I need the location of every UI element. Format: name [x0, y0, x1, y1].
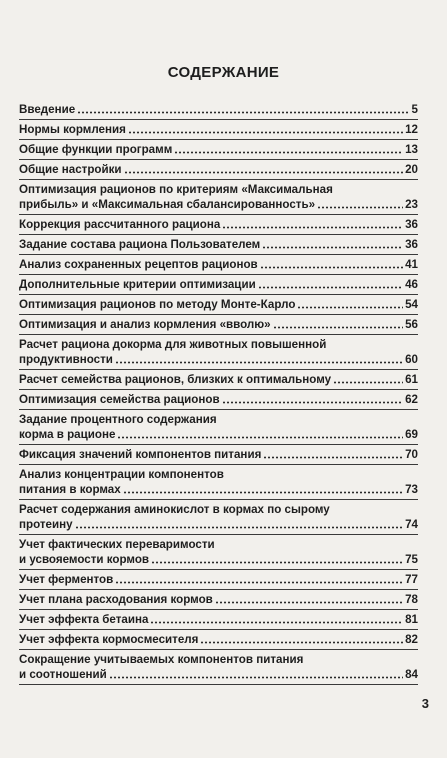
- dot-leader: [263, 456, 403, 459]
- toc-entry-line: [19, 257, 418, 272]
- toc-entry[interactable]: [19, 162, 418, 177]
- toc-entry-page: 82: [405, 633, 418, 646]
- toc-entry-page: 84: [405, 668, 418, 681]
- toc-entry-title: Учет эффекта бетаина: [19, 613, 149, 626]
- toc-entry-line: [19, 372, 418, 387]
- dot-leader: [222, 401, 404, 404]
- dot-leader: [151, 561, 403, 564]
- toc-entry[interactable]: [19, 592, 418, 607]
- toc-entry-line: [19, 482, 418, 497]
- toc-entry-line: [19, 632, 418, 647]
- toc-entry-title: Анализ сохраненных рецептов рационов: [19, 258, 258, 271]
- toc-entry-line: [19, 237, 418, 252]
- toc-entry-page: 36: [405, 238, 418, 251]
- toc-entry-line: [19, 337, 418, 352]
- dot-leader: [115, 361, 403, 364]
- toc-entry[interactable]: [19, 257, 418, 272]
- toc-entry[interactable]: [19, 412, 418, 442]
- toc-entry-page: 20: [405, 163, 418, 176]
- toc-entry-line: [19, 142, 418, 157]
- dot-leader: [123, 491, 403, 494]
- entry-divider: [19, 334, 418, 335]
- dot-leader: [150, 621, 403, 624]
- toc-entry-line: [19, 427, 418, 442]
- toc-entry-line: [19, 297, 418, 312]
- toc-entry-page: 73: [405, 483, 418, 496]
- dot-leader: [200, 641, 403, 644]
- toc-entry-page: 60: [405, 353, 418, 366]
- toc-entry-page: 54: [405, 298, 418, 311]
- toc-entry-title: Учет эффекта кормосмесителя: [19, 633, 199, 646]
- toc-entry-line: [19, 217, 418, 232]
- toc-entry[interactable]: [19, 467, 418, 497]
- toc-entry-line: [19, 572, 418, 587]
- toc-entry-line: [19, 277, 418, 292]
- dot-leader: [333, 381, 403, 384]
- toc-entry[interactable]: [19, 502, 418, 532]
- toc-entry[interactable]: [19, 122, 418, 137]
- toc-title: СОДЕРЖАНИЕ: [167, 64, 280, 81]
- toc-entry-page: 62: [405, 393, 418, 406]
- toc-entry-page: 12: [405, 123, 418, 136]
- toc-entry-title: Оптимизация и анализ кормления «вволю»: [19, 318, 271, 331]
- toc-entry-page: 46: [405, 278, 418, 291]
- entry-divider: [19, 569, 418, 570]
- toc-entry-line: [19, 502, 418, 517]
- entry-divider: [19, 444, 418, 445]
- entry-divider: [19, 119, 418, 120]
- toc-entry-page: 23: [405, 198, 418, 211]
- toc-entry-page: 70: [405, 448, 418, 461]
- toc-entry-title: Оптимизация семейства рационов: [19, 393, 220, 406]
- toc-entry-title: Расчет рациона докорма для животных повышенной: [19, 338, 327, 351]
- toc-entry-line: [19, 467, 418, 482]
- dot-leader: [77, 111, 409, 114]
- toc-entry-page: 56: [405, 318, 418, 331]
- dot-leader: [109, 676, 403, 679]
- toc-entry-page: 77: [405, 573, 418, 586]
- toc-entry-line: [19, 392, 418, 407]
- toc-entry[interactable]: [19, 277, 418, 292]
- toc-entry[interactable]: [19, 392, 418, 407]
- dot-leader: [215, 601, 403, 604]
- toc-entry-title: Фиксация значений компонентов питания: [19, 448, 262, 461]
- toc-entry-title: Общие функции программ: [19, 143, 173, 156]
- toc-entry[interactable]: [19, 337, 418, 367]
- table-of-contents: [19, 102, 418, 687]
- toc-entry-line: [19, 197, 418, 212]
- toc-entry-title: Расчет семейства рационов, близких к оптимальному: [19, 373, 332, 386]
- entry-divider: [19, 464, 418, 465]
- toc-entry-line: [19, 352, 418, 367]
- toc-entry[interactable]: [19, 612, 418, 627]
- toc-entry-page: 69: [405, 428, 418, 441]
- toc-entry-page: 75: [405, 553, 418, 566]
- toc-entry-line: [19, 412, 418, 427]
- toc-entry-title: Нормы кормления: [19, 123, 126, 136]
- entry-divider: [19, 649, 418, 650]
- entry-divider: [19, 609, 418, 610]
- toc-entry-title: Расчет содержания аминокислот в кормах по сырому: [19, 503, 330, 516]
- toc-entry-title: протеину: [19, 518, 73, 531]
- toc-entry-title: Общие настройки: [19, 163, 122, 176]
- toc-entry[interactable]: [19, 297, 418, 312]
- entry-divider: [19, 369, 418, 370]
- toc-entry-page: 81: [405, 613, 418, 626]
- toc-entry[interactable]: [19, 537, 418, 567]
- dot-leader: [222, 226, 403, 229]
- toc-entry-line: [19, 162, 418, 177]
- toc-entry-title: Оптимизация рационов по методу Монте-Карло: [19, 298, 296, 311]
- dot-leader: [258, 286, 403, 289]
- toc-entry[interactable]: [19, 652, 418, 682]
- toc-entry-title: корма в рационе: [19, 428, 116, 441]
- toc-entry-page: 61: [405, 373, 418, 386]
- toc-entry-title: Анализ концентрации компонентов: [19, 468, 224, 481]
- dot-leader: [174, 151, 403, 154]
- entry-divider: [19, 534, 418, 535]
- toc-entry-page: 36: [405, 218, 418, 231]
- entry-divider: [19, 629, 418, 630]
- toc-entry[interactable]: [19, 317, 418, 332]
- toc-entry[interactable]: [19, 217, 418, 232]
- toc-entry-line: [19, 612, 418, 627]
- dot-leader: [124, 171, 404, 174]
- toc-entry-page: 78: [405, 593, 418, 606]
- dot-leader: [273, 326, 403, 329]
- entry-divider: [19, 234, 418, 235]
- toc-entry[interactable]: [19, 182, 418, 212]
- page-number: 3: [421, 696, 429, 711]
- toc-entry-page: 5: [411, 103, 418, 116]
- dot-leader: [117, 436, 403, 439]
- entry-divider: [19, 139, 418, 140]
- entry-divider: [19, 159, 418, 160]
- entry-divider: [19, 179, 418, 180]
- toc-entry-line: [19, 592, 418, 607]
- toc-entry[interactable]: [19, 142, 418, 157]
- toc-entry-line: [19, 667, 418, 682]
- dot-leader: [128, 131, 403, 134]
- toc-entry-page: 74: [405, 518, 418, 531]
- entry-divider: [19, 409, 418, 410]
- entry-divider: [19, 389, 418, 390]
- toc-entry[interactable]: [19, 237, 418, 252]
- toc-entry-title: Коррекция рассчитанного рациона: [19, 218, 221, 231]
- toc-entry-line: [19, 122, 418, 137]
- entry-divider: [19, 589, 418, 590]
- toc-entry-title: Оптимизация рационов по критериям «Максимальная: [19, 183, 333, 196]
- toc-entry-title: Учет плана расходования кормов: [19, 593, 213, 606]
- entry-divider: [19, 254, 418, 255]
- toc-entry-page: 41: [405, 258, 418, 271]
- toc-entry-title: продуктивности: [19, 353, 113, 366]
- toc-entry-line: [19, 537, 418, 552]
- toc-entry-page: 13: [405, 143, 418, 156]
- dot-leader: [115, 581, 403, 584]
- toc-entry[interactable]: [19, 632, 418, 647]
- entry-divider: [19, 499, 418, 500]
- toc-entry-line: [19, 447, 418, 462]
- toc-entry-title: Учет ферментов: [19, 573, 114, 586]
- toc-entry[interactable]: [19, 102, 418, 117]
- dot-leader: [262, 246, 403, 249]
- toc-entry-title: Учет фактических переваримости: [19, 538, 215, 551]
- toc-entry-line: [19, 517, 418, 532]
- toc-entry[interactable]: [19, 572, 418, 587]
- dot-leader: [317, 206, 403, 209]
- toc-entry[interactable]: [19, 372, 418, 387]
- toc-entry[interactable]: [19, 447, 418, 462]
- toc-entry-title: Сокращение учитываемых компонентов питания: [19, 653, 304, 666]
- entry-divider: [19, 684, 418, 685]
- toc-entry-title: Задание состава рациона Пользователем: [19, 238, 261, 251]
- dot-leader: [297, 306, 403, 309]
- entry-divider: [19, 274, 418, 275]
- toc-entry-title: Введение: [19, 103, 76, 116]
- toc-entry-line: [19, 102, 418, 117]
- toc-entry-title: Задание процентного содержания: [19, 413, 217, 426]
- toc-entry-line: [19, 182, 418, 197]
- toc-entry-line: [19, 552, 418, 567]
- entry-divider: [19, 314, 418, 315]
- toc-entry-line: [19, 652, 418, 667]
- toc-entry-title: и усвояемости кормов: [19, 553, 150, 566]
- entry-divider: [19, 294, 418, 295]
- toc-entry-line: [19, 317, 418, 332]
- toc-entry-title: и соотношений: [19, 668, 107, 681]
- toc-entry-title: прибыль» и «Максимальная сбалансированность»: [19, 198, 316, 211]
- dot-leader: [260, 266, 403, 269]
- toc-entry-title: Дополнительные критерии оптимизации: [19, 278, 256, 291]
- entry-divider: [19, 214, 418, 215]
- dot-leader: [75, 526, 404, 529]
- toc-entry-title: питания в кормах: [19, 483, 121, 496]
